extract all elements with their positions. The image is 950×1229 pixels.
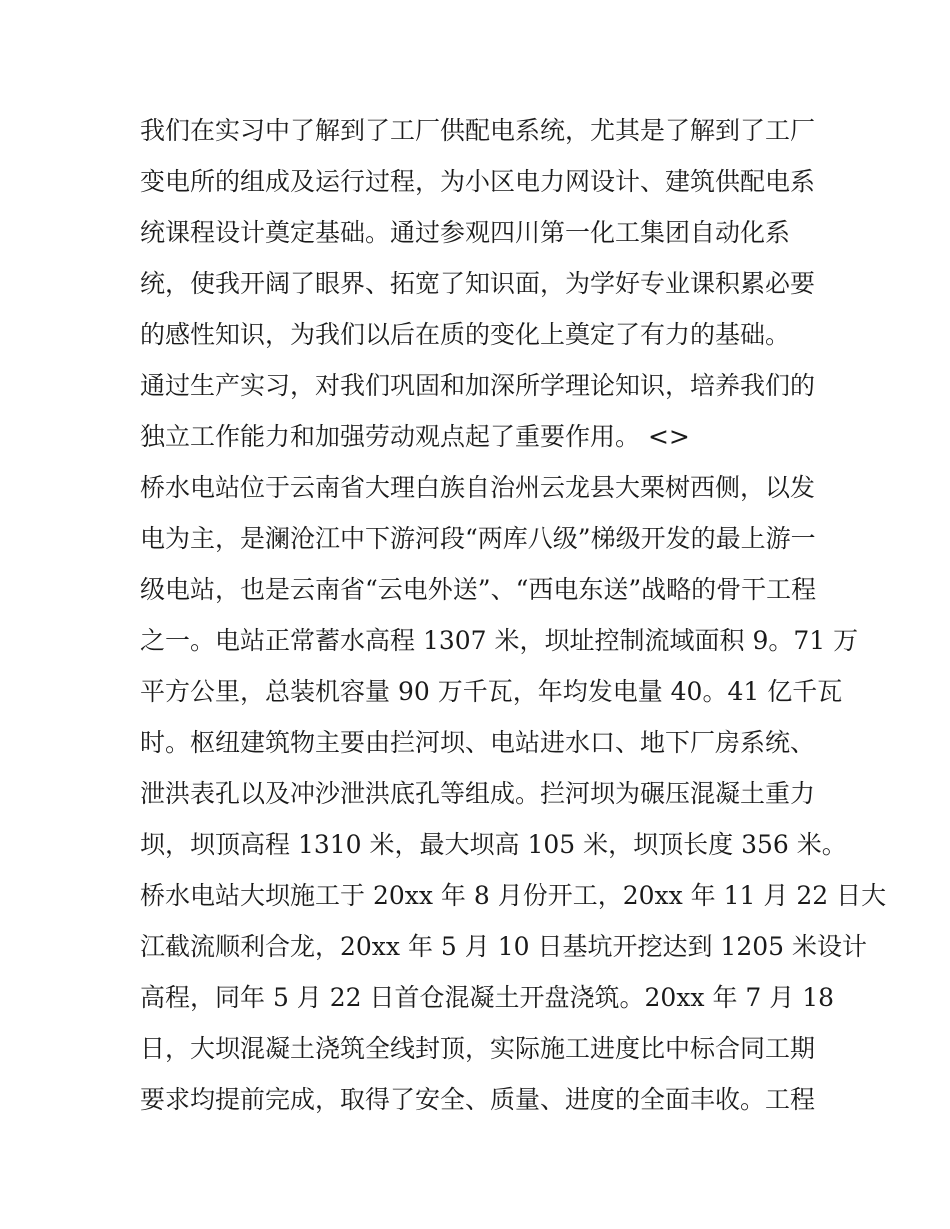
text-line: 高程，同年 5 月 22 日首仓混凝土开盘浇筑。20xx 年 7 月 18 (140, 983, 835, 1012)
text-line: 日，大坝混凝土浇筑全线封顶，实际施工进度比中标合同工期 (140, 1034, 816, 1063)
text-line: 平方公里，总装机容量 90 万千瓦，年均发电量 40。41 亿千瓦 (140, 677, 843, 706)
text-line: 统课程设计奠定基础。通过参观四川第一化工集团自动化系 (140, 218, 791, 247)
text-line: 变电所的组成及运行过程，为小区电力网设计、建筑供配电系 (140, 167, 816, 196)
text-line: 之一。电站正常蓄水高程 1307 米，坝址控制流域面积 9。71 万 (140, 626, 859, 655)
text-line: 的感性知识，为我们以后在质的变化上奠定了有力的基础。 (140, 320, 791, 349)
text-line: 坝，坝顶高程 1310 米，最大坝高 105 米，坝顶长度 356 米。 (140, 830, 847, 859)
text-line: 江截流顺利合龙，20xx 年 5 月 10 日基坑开挖达到 1205 米设计 (140, 932, 867, 961)
text-line: 桥水电站大坝施工于 20xx 年 8 月份开工，20xx 年 11 月 22 日大 (140, 881, 887, 910)
text-line: 级电站，也是云南省“云电外送”、“西电东送”战略的骨干工程 (140, 575, 817, 604)
text-line: 电为主，是澜沧江中下游河段“两库八级”梯级开发的最上游一 (140, 524, 816, 553)
text-line: 桥水电站位于云南省大理白族自治州云龙县大栗树西侧，以发 (140, 473, 816, 502)
text-line: 时。枢纽建筑物主要由拦河坝、电站进水口、地下厂房系统、 (140, 728, 816, 757)
text-line: 我们在实习中了解到了工厂供配电系统，尤其是了解到了工厂 (140, 116, 816, 145)
text-line: 泄洪表孔以及冲沙泄洪底孔等组成。拦河坝为碾压混凝土重力 (140, 779, 816, 808)
text-line: 要求均提前完成，取得了安全、质量、进度的全面丰收。工程 (140, 1085, 816, 1114)
text-line: 统，使我开阔了眼界、拓宽了知识面，为学好专业课积累必要 (140, 269, 816, 298)
text-line: 独立工作能力和加强劳动观点起了重要作用。 <> (140, 422, 690, 451)
body-text (140, 105, 887, 1125)
text-line: 通过生产实习，对我们巩固和加深所学理论知识，培养我们的 (140, 371, 816, 400)
